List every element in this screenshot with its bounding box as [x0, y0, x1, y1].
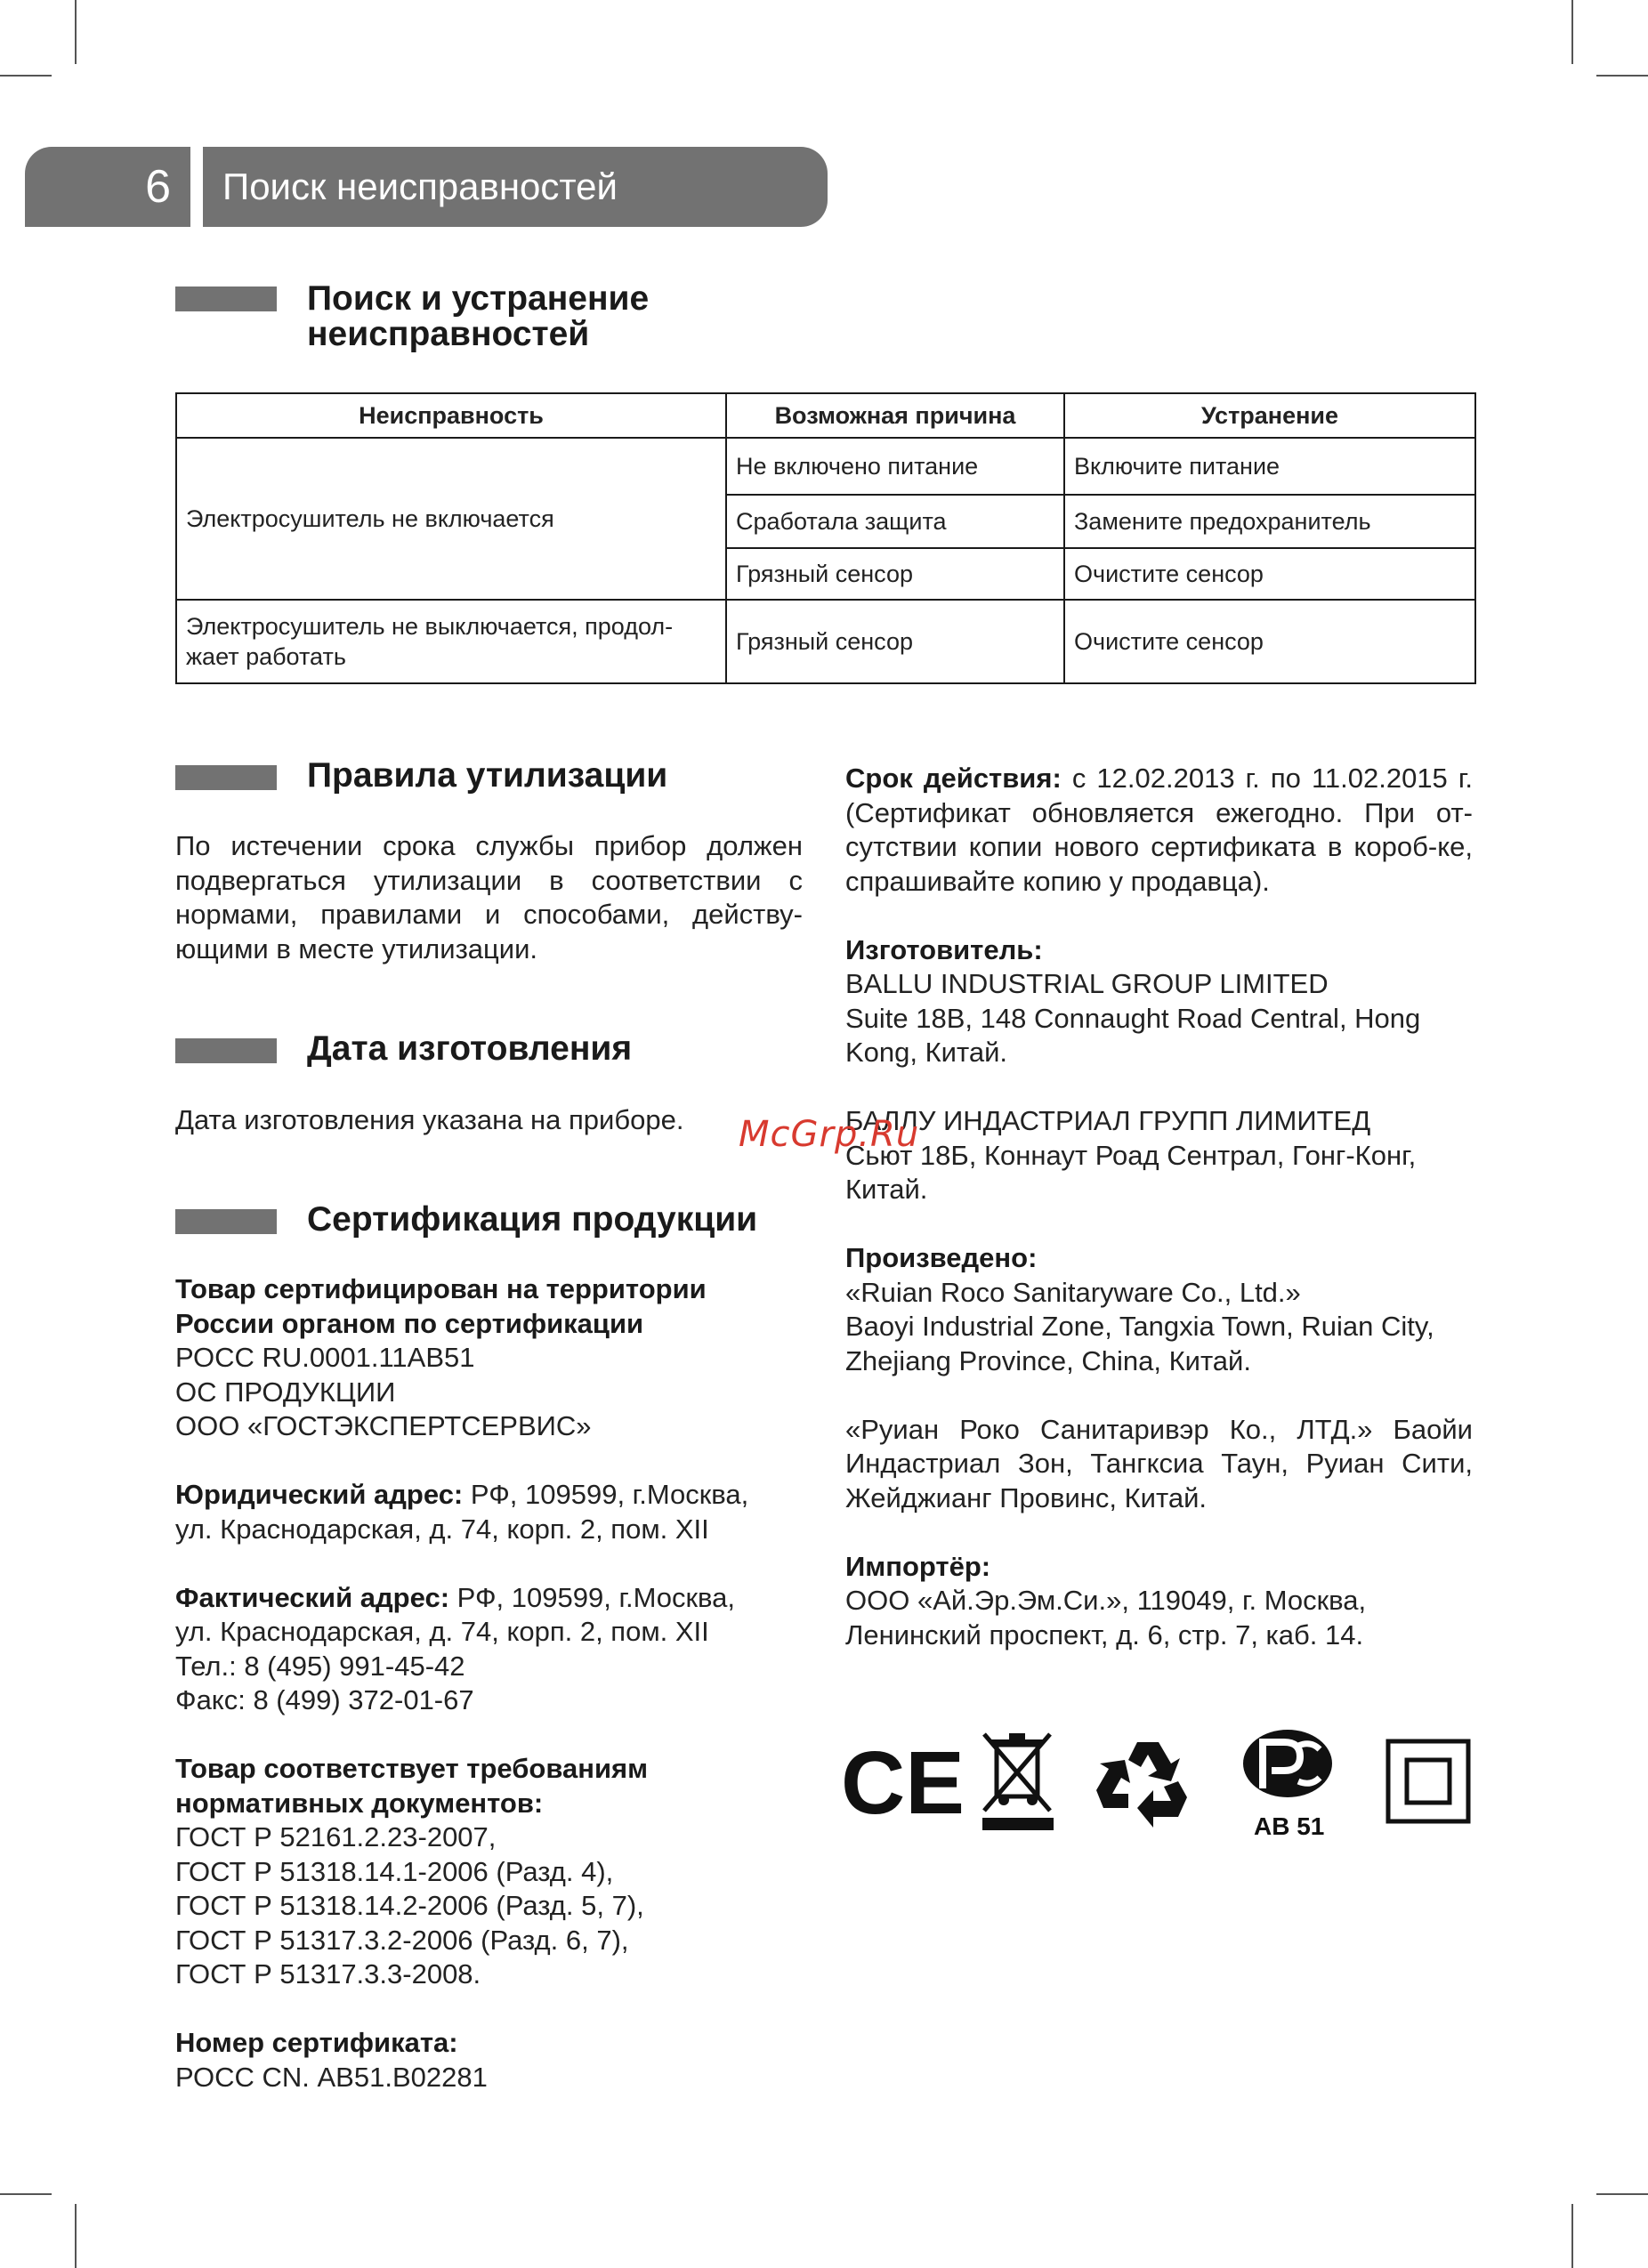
validity-text: с 12.02.2013 г. по 11.02.2015 г. (Сертификат обновляется ежегодно. При от-сутствии копии нового сертификата в короб-ке, спрашивайте копию у продавца).: [845, 763, 1474, 897]
manufacture-date-text: [175, 1103, 803, 1138]
standard-line: ГОСТ Р 52161.2.23-2007,: [175, 1821, 497, 1852]
section-title-line: неисправностей: [307, 315, 590, 353]
label: России органом по сертификации: [175, 1307, 644, 1339]
cert-body-line: ООО «ГОСТЭКСПЕРТСЕРВИС»: [175, 1410, 592, 1441]
produced-line: Zhejiang Province, China, Китай.: [845, 1344, 1251, 1376]
section-marker: [175, 1209, 277, 1234]
address-line: РФ, 109599, г.Москва,: [470, 1479, 749, 1510]
label: Товар соответствует требованиям: [175, 1753, 649, 1784]
right-column-text: [845, 762, 1473, 1652]
address-line: РФ, 109599, г.Москва,: [456, 1581, 736, 1613]
ce-text: CE: [841, 1733, 965, 1833]
section-title-manufacture-date: Дата изготовления: [307, 1029, 633, 1068]
rst-mark-icon: [1241, 1726, 1339, 1846]
cause-cell: Не включено питание: [726, 438, 1064, 495]
section-title-line: Поиск и устранение: [307, 279, 650, 318]
paragraph: По истечении срока службы прибор должен подвергаться утилизации в соответствии с нормами, правилами и способами, действу-ющими в месте утилизации.: [175, 830, 803, 965]
ce-mark-icon: [841, 1733, 965, 1833]
cause-cell: Грязный сенсор: [726, 548, 1064, 600]
manufacturer-line: BALLU INDUSTRIAL GROUP LIMITED: [845, 968, 1329, 999]
crop-mark: [75, 0, 77, 64]
standard-line: ГОСТ Р 51318.14.2-2006 (Разд. 5, 7),: [175, 1890, 644, 1921]
table-row: [176, 600, 1475, 683]
fault-cell: Электросушитель не включается: [176, 438, 726, 600]
crop-mark: [1596, 2193, 1648, 2195]
label: Произведено:: [845, 1242, 1038, 1273]
crop-mark: [1596, 75, 1648, 77]
standard-line: ГОСТ Р 51317.3.3-2008.: [175, 1958, 481, 1990]
column-header: Устранение: [1064, 393, 1475, 438]
label: Товар сертифицирован на территории: [175, 1273, 707, 1304]
label: Юридический адрес:: [175, 1479, 464, 1510]
fault-line: жает работать: [186, 643, 346, 670]
cert-body-line: РОСС RU.0001.11АВ51: [175, 1342, 475, 1373]
recycle-icon: [1095, 1735, 1201, 1837]
fix-cell: Включите питание: [1064, 438, 1475, 495]
table-header-row: [176, 393, 1475, 438]
crop-mark: [1571, 2204, 1573, 2268]
produced-text-ru: «Руиан Роко Санитаривэр Ко., ЛТД.» Баойи Индастриал Зон, Тангксиа Таун, Руиан Сити, Жейджианг Провинс, Китай.: [845, 1413, 1473, 1513]
address-line: ул. Краснодарская, д. 74, корп. 2, пом. XII: [175, 1513, 709, 1545]
manufacturer-line-ru: Сьют 18Б, Коннаут Роад Сентрал, Гонг-Конг,: [845, 1139, 1417, 1171]
fix-cell: Очистите сенсор: [1064, 600, 1475, 683]
troubleshooting-table: [175, 392, 1476, 684]
label: Импортёр:: [845, 1550, 991, 1582]
fault-line: Электросушитель не выключается, продол-: [186, 613, 674, 640]
fix-cell: Очистите сенсор: [1064, 548, 1475, 600]
cause-cell: Грязный сенсор: [726, 600, 1064, 683]
page-number: 6: [25, 147, 190, 227]
fix-cell: Замените предохранитель: [1064, 495, 1475, 548]
page-title: Поиск неисправностей: [203, 147, 828, 227]
crop-mark: [75, 2204, 77, 2268]
importer-line: ООО «Ай.Эр.Эм.Си.», 119049, г. Москва,: [845, 1585, 1367, 1616]
cert-body-line: ОС ПРОДУКЦИИ: [175, 1376, 396, 1408]
address-line: ул. Краснодарская, д. 74, корп. 2, пом. XII: [175, 1616, 709, 1647]
column-header: Возможная причина: [726, 393, 1064, 438]
crop-mark: [0, 2193, 52, 2195]
section-marker: [175, 1038, 277, 1063]
section-marker: [175, 765, 277, 790]
manufacturer-line: Kong, Китай.: [845, 1037, 1008, 1068]
fax: Факс: 8 (499) 372-01-67: [175, 1684, 474, 1715]
paragraph: Дата изготовления указана на приборе.: [175, 1104, 684, 1135]
table-row: [176, 438, 1475, 495]
standard-line: ГОСТ Р 51318.14.1-2006 (Разд. 4),: [175, 1855, 614, 1887]
label: Изготовитель:: [845, 933, 1043, 965]
disposal-text: [175, 829, 803, 966]
double-insulation-icon: [1385, 1739, 1471, 1828]
rst-code: AB 51: [1254, 1812, 1325, 1840]
column-header: Неисправность: [176, 393, 726, 438]
phone: Тел.: 8 (495) 991-45-42: [175, 1650, 465, 1682]
label: Фактический адрес:: [175, 1581, 450, 1613]
standard-line: ГОСТ Р 51317.3.2-2006 (Разд. 6, 7),: [175, 1924, 629, 1956]
produced-line: Baoyi Industrial Zone, Tangxia Town, Ruian City,: [845, 1311, 1434, 1342]
certification-text: [175, 1272, 816, 2094]
crop-mark: [1571, 0, 1573, 64]
produced-line: «Ruian Roco Sanitaryware Co., Ltd.»: [845, 1276, 1301, 1308]
label: Номер сертификата:: [175, 2027, 458, 2058]
certification-marks: [841, 1726, 1482, 1842]
manufacturer-line-ru: БАЛЛУ ИНДАСТРИАЛ ГРУПП ЛИМИТЕД: [845, 1105, 1371, 1136]
section-title-certification: Сертификация продукции: [307, 1200, 758, 1239]
label: Срок действия:: [845, 763, 1062, 794]
manufacturer-line: Suite 18B, 148 Connaught Road Central, Hong: [845, 1002, 1421, 1034]
manufacturer-line-ru: Китай.: [845, 1174, 928, 1205]
cert-number: РОСС CN. АВ51.В02281: [175, 2061, 488, 2093]
fault-cell: [176, 600, 726, 683]
cause-cell: Сработала защита: [726, 495, 1064, 548]
section-title-disposal: Правила утилизации: [307, 756, 668, 795]
crop-mark: [0, 75, 52, 77]
weee-bin-icon: [979, 1731, 1059, 1837]
importer-line: Ленинский проспект, д. 6, стр. 7, каб. 14.: [845, 1618, 1364, 1651]
section-marker: [175, 287, 277, 311]
section-title-troubleshooting: [307, 281, 649, 352]
watermark: McGrp.Ru: [739, 1114, 920, 1155]
label: нормативных документов:: [175, 1787, 544, 1819]
